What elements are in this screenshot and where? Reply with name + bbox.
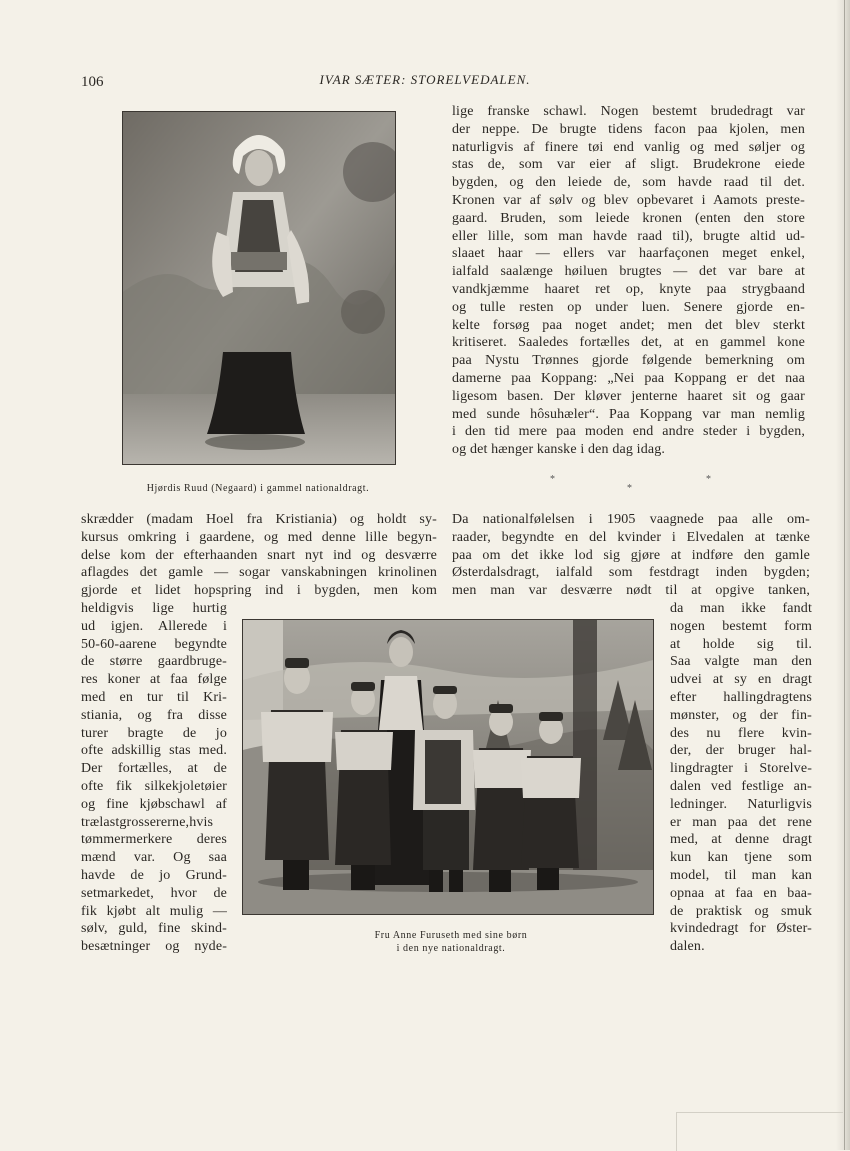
body-text-right-wide: Da nationalfølelsen i 1905 vaagnede paa alle om- raader, begyndte en del kvinder i Elvedalen at tænke paa om det ikke lod sig gjøre at indføre den gamle Østerdalsdragt, ialfald som festdragt inden bygden; men man var desværre nødt til at opgive tanken, — [452, 512, 810, 599]
section-divider-asterisk: * — [706, 474, 711, 485]
body-text-left-wide: skrædder (madam Hoel fra Kristiania) og holdt sy- kursus omkring i gaardene, og med denne lille begyn- delse kom der efterhaanden snart nyt ind og desværre aflagdes det gamle — sogar vanskabningen krinolinen gjorde et lidet hopspring ind i bygden, men kom — [81, 512, 437, 599]
section-divider-asterisk: * — [550, 474, 555, 485]
page-edge — [836, 0, 850, 1150]
section-divider-asterisk: * — [627, 483, 632, 494]
scan-corner-mark — [676, 1112, 843, 1151]
figure-2-caption: Fru Anne Furuseth med sine børn i den nye nationaldragt. — [374, 930, 528, 954]
body-text-top-right: lige franske schawl. Nogen bestemt brudedragt var der neppe. De brugte tidens facon paa kjolen, men naturligvis af finere tøi end vanlig og med søljer og stas de, som var eier af sligt. Brudekrone eiede bygden, og den leiede de, som havde raad til det. Kronen var af sølv og blev opbevaret i Aamots preste- gaard. Bruden, som leiede kronen (enten den store eller lille, som man havde raad til), brugte altid ud- slaaet haar — ellers var haarfaçonen meget enkel, ialfald saalænge høiluen brugtes — det var bare at vandkjæmme haaret ret op, knyte paa strygbaand og tulle resten op under luen. Senere gjorde en- kelte forsøg paa noget andet; men det blev sterkt kritiseret. Saaledes fortælles det, at en gammel kone paa Nystu Trønnes gjorde følgende bemerkning om damerne paa Koppang: „Nei paa Koppang er det naa ligesom basen. Der kløver jenterne haaret sit og gaar med sunde hôsuhæler“. Paa Koppang var man nemlig i den tid mere paa moden end andre steder i bygden, og det hænger kanske i den dag idag. — [452, 104, 805, 458]
running-title: IVAR SÆTER: STORELVEDALEN. — [319, 72, 531, 87]
figure-1-caption: Hjørdis Ruud (Negaard) i gammel nationaldragt. — [146, 483, 370, 494]
body-text-right-narrow: da man ikke fandt nogen bestemt form at holde sig til. Saa valgte man den udvei at sy en dragt efter hallingdragtens mønster, og der fin- des nu flere kvin- der, der bruger hal- lingdragter i Storelve- dalen ved festlige an- ledninger. Naturligvis er man paa det rene med, at denne dragt kun kan tjene som model, til man kan opnaa at faa en baa- de praktisk og smuk kvindedragt for Øster- dalen. — [670, 601, 812, 955]
portrait-photo — [122, 111, 396, 465]
body-text-left-narrow: heldigvis lige hurtig ud igjen. Allerede i 50-60-aarene begyndte de større gaardbruge- res koner at faa følge med en tur til Kri- stiania, og fra disse turer bragte de jo ofte adskillig stas med. Der fortælles, at de ofte fik silkekjoletøier og fine kjøbschawl af trælastgrossererne,hvis tømmermerkere deres mænd var. Og saa havde de jo Grund- setmarkedet, hvor de fik kjøbt alt mulig — sølv, guld, fine skind- besætninger og nyde- — [81, 601, 227, 955]
group-photo — [242, 619, 654, 915]
page-number: 106 — [81, 74, 104, 90]
page-edge-line — [844, 0, 845, 1150]
